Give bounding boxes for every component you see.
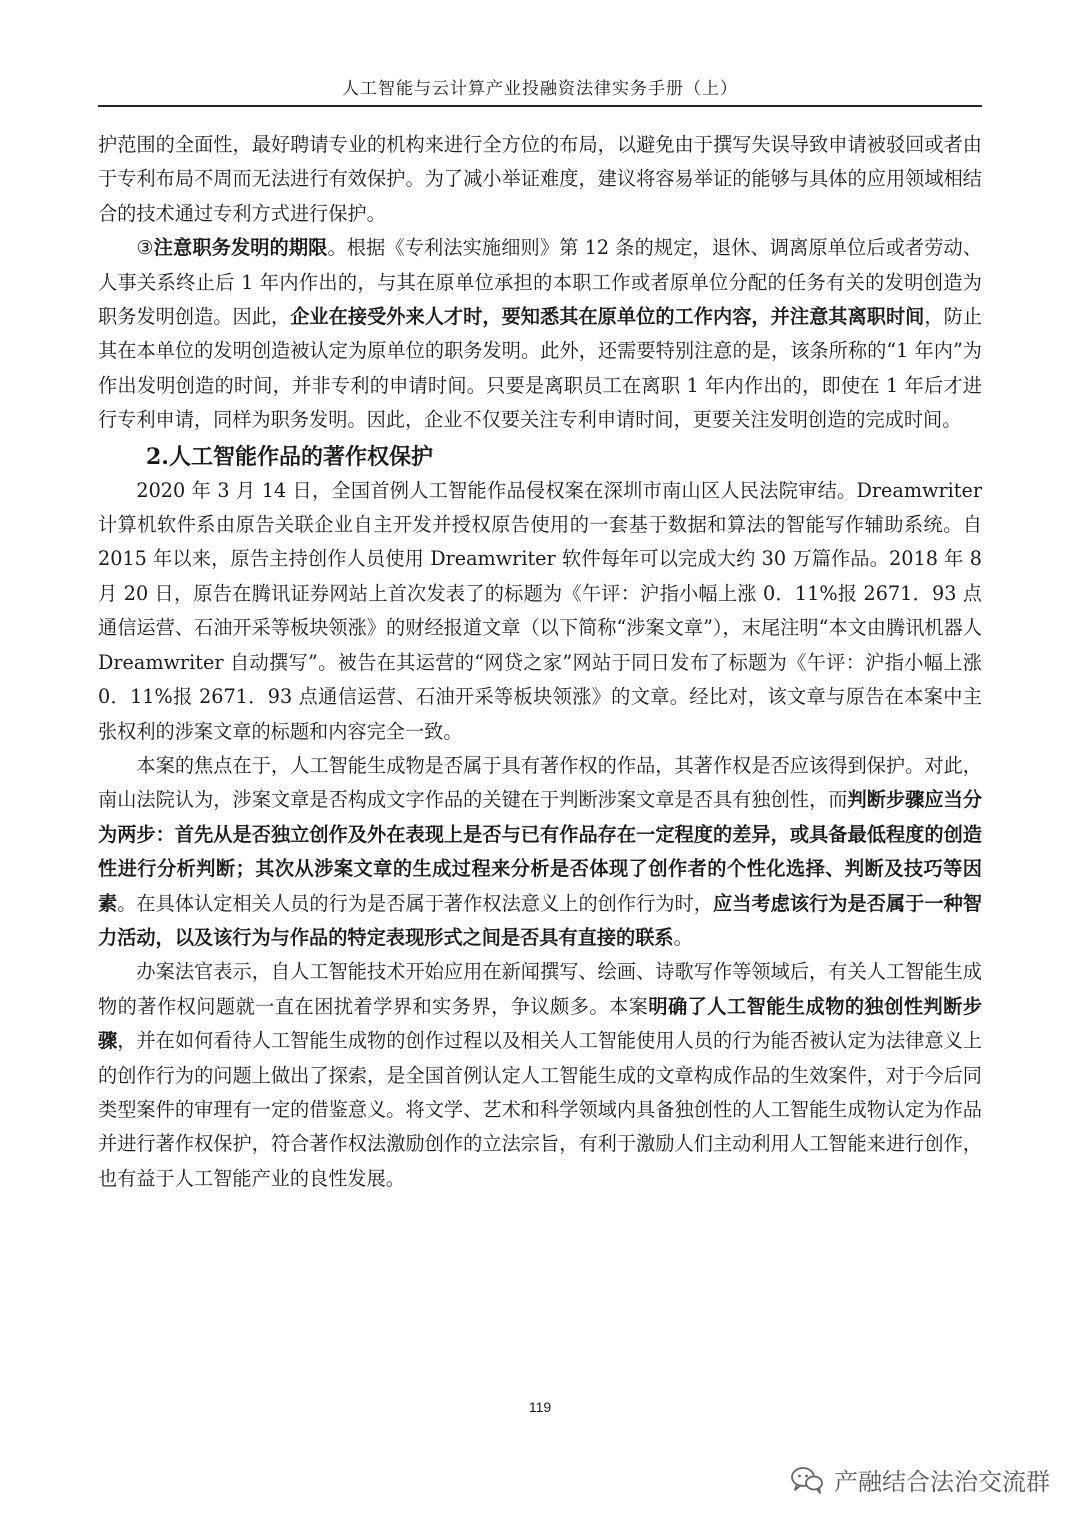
paragraph-judge-remarks xyxy=(98,955,982,1196)
bold-phrase: 判断步骤应当分为两步：首先从是否独立创作及外在表现上是否与已有作品存在一定程度的差异，或具备最低程度的创造性进行分析判断；其次从涉案文章的生成过程来分析是否体现了创作者的个性化选择、判断及技巧等因素 xyxy=(98,788,983,915)
text-run: 。根据《专利法实施细则》第 12 条的规定，退休、调离原单位后或者劳动、人事关系终止后 1 年内作出的，与其在原单位承担的本职工作或者原单位分配的任务有关的发明创造为职务发明创造。因此， xyxy=(98,236,983,329)
text-run: 本案的焦点在于，人工智能生成物是否属于具有著作权的作品，其著作权是否应该得到保护。对此，南山法院认为，涉案文章是否构成文字作品的关键在于判断涉案文章是否具有独创性，而 xyxy=(98,753,982,812)
text-run: ，并在如何看待人工智能生成物的创作过程以及相关人工智能使用人员的行为能否被认定为法律意义上的创作行为的问题上做出了探索，是全国首例认定人工智能生成的文章构成作品的生效案件，对于今后同类型案件的审理有一定的借鉴意义。将文学、艺术和科学领域内具备独创性的人工智能生成物认定为作品并进行著作权保护，符合著作权法激励创作的立法宗旨，有利于激励人们主动利用人工智能来进行创作，也有益于人工智能产业的良性发展。 xyxy=(98,1029,982,1190)
document-body xyxy=(98,128,982,1196)
bold-phrase: 注意职务发明的期限 xyxy=(153,236,328,260)
circled-number: ③ xyxy=(136,236,154,260)
bold-phrase: 应当考虑该行为是否属于一种智力活动，以及该行为与作品的特定表现形式之间是否具有直接的联系 xyxy=(98,891,983,949)
section-heading: 2.人工智能作品的著作权保护 xyxy=(146,443,433,470)
wechat-icon xyxy=(790,1465,824,1495)
bold-phrase: 明确了人工智能生成物的独创性判断步骤 xyxy=(98,994,983,1053)
watermark-text: 产融结合法治交流群 xyxy=(834,1468,1050,1496)
text-run: ，防止其在本单位的发明创造被认定为原单位的职务发明。此外，还需要特别注意的是，该条所称的“1 年内”为作出发明创造的时间，并非专利的申请时间。只要是离职员工在离职 1 年内作出的，即使在 1 年后才进行专利申请，同样为职务发明。因此，企业不仅要关注专利申请时间，更要关注发明创造的完成时间。 xyxy=(98,305,983,432)
watermark xyxy=(790,1462,1050,1497)
text-run: 。在具体认定相关人员的行为是否属于著作权法意义上的创作行为时， xyxy=(117,891,713,915)
paragraph-case-focus xyxy=(98,749,982,955)
running-header: 人工智能与云计算产业投融资法律实务手册（上） xyxy=(98,74,982,107)
paragraph-patent-layout: 护范围的全面性，最好聘请专业的机构来进行全方位的布局，以避免由于撰写失误导致申请被驳回或者由于专利布局不周而无法进行有效保护。为了减小举证难度，建议将容易举证的能够与具体的应用领域相结合的技术通过专利方式进行保护。 xyxy=(98,133,982,225)
text-run: 。 xyxy=(673,925,693,949)
bold-phrase: 企业在接受外来人才时，要知悉其在原单位的工作内容，并注意其离职时间 xyxy=(290,305,925,329)
text-run: 办案法官表示，自人工智能技术开始应用在新闻撰写、绘画、诗歌写作等领域后，有关人工智能生成物的著作权问题就一直在困扰着学界和实务界，争议颇多。本案 xyxy=(98,960,982,1018)
page-number: 119 xyxy=(528,1399,552,1415)
paragraph-dreamwriter-case: 2020 年 3 月 14 日，全国首例人工智能作品侵权案在深圳市南山区人民法院审结。Dreamwriter 计算机软件系由原告关联企业自主开发并授权原告使用的一套基于数据和算法的智能写作辅助系统。自 2015 年以来，原告主持创作人员使用 Dreamwriter 软件每年可以完成大约 30 万篇作品。2018 年 8 月 20 日，原告在腾讯证券网站上首次发表了的标题为《午评：沪指小幅上涨 0．11%报 2671．93 点通信运营、石油开采等板块领涨》的财经报道文章（以下简称“涉案文章”），末尾注明“本文由腾讯机器人 Dreamwriter 自动撰写”。被告在其运营的“网贷之家”网站于同日发布了标题为《午评：沪指小幅上涨 0．11%报 2671．93 点通信运营、石油开采等板块领涨》的文章。经比对，该文章与原告在本案中主张权利的涉案文章的标题和内容完全一致。 xyxy=(98,478,982,743)
paragraph-service-invention xyxy=(98,231,982,437)
